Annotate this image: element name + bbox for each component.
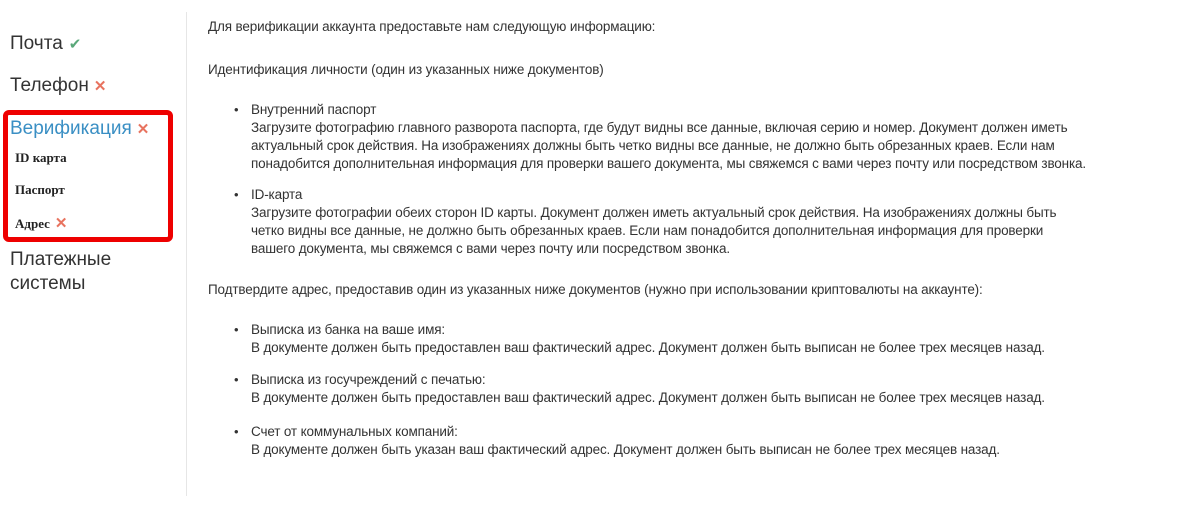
sidebar-subitem-passport[interactable] [15,182,65,198]
check-icon: ✔ [68,36,82,53]
divider [186,12,187,496]
doc-text: понадобится дополнительная информация для проверки вашего документа, мы свяжемся с вами через почту или посредством звонка. [251,156,1086,171]
sidebar-item-payment-systems[interactable] [10,248,111,296]
sidebar-item-label: Почта [10,33,63,54]
address-heading: Подтвердите адрес, предоставив один из указанных ниже документов (нужно при использовании криптовалюты на аккаунте): [208,282,983,297]
doc-title: Выписка из банка на ваше имя: [251,322,445,337]
sidebar-item-label: Верификация [10,118,132,139]
doc-text: В документе должен быть предоставлен ваш фактический адрес. Документ должен быть выписан не более трех месяцев назад. [251,390,1045,405]
doc-text: вашего документа, мы свяжемся с вами через почту или посредством звонка. [251,241,730,256]
cross-icon: ✕ [93,78,107,95]
bullet: • [234,322,239,337]
doc-text: В документе должен быть предоставлен ваш фактический адрес. Документ должен быть выписан не более трех месяцев назад. [251,340,1045,355]
doc-title: Счет от коммунальных компаний: [251,424,458,439]
doc-title: Внутренний паспорт [251,102,377,117]
bullet: • [234,102,239,117]
sidebar-subitem-address[interactable] [15,214,67,232]
sidebar-item-phone[interactable] [10,75,106,97]
doc-title: ID-карта [251,187,303,202]
bullet: • [234,187,239,202]
bullet: • [234,424,239,439]
doc-text: Загрузите фотографию главного разворота паспорта, где будут видны все данные, включая серию и номер. Документ должен иметь [251,120,1068,135]
doc-text: четко видны все данные, не должно быть обрезанных краев. Если нам понадобится дополнительная информация для проверки [251,223,1044,238]
sidebar-subitem-label: Паспорт [15,182,65,197]
sidebar-subitem-label: Адрес [15,216,50,231]
doc-text: Загрузите фотографии обеих сторон ID карты. Документ должен иметь актуальный срок действия. На изображениях должны быть [251,205,1057,220]
sidebar-subitem-label: ID карта [15,150,67,165]
sidebar-item-label: Платежные [10,249,112,270]
sidebar-item-label: Телефон [10,75,89,96]
sidebar-item-verification[interactable] [10,118,149,140]
doc-text: В документе должен быть указан ваш фактический адрес. Документ должен быть выписан не более трех месяцев назад. [251,442,1000,457]
intro-text: Для верификации аккаунта предоставьте нам следующую информацию: [208,19,656,34]
cross-icon: ✕ [54,215,68,232]
sidebar-item-email[interactable] [10,33,81,55]
doc-text: актуальный срок действия. На изображениях должны быть четко видны все данные, не должно быть обрезанных краев. Если нам [251,138,1055,153]
doc-title: Выписка из госучреждений с печатью: [251,372,486,387]
cross-icon: ✕ [136,121,150,138]
bullet: • [234,372,239,387]
sidebar-item-label: системы [10,273,86,294]
sidebar-subitem-id-card[interactable] [15,150,67,166]
identity-heading: Идентификация личности (один из указанных ниже документов) [208,62,604,77]
